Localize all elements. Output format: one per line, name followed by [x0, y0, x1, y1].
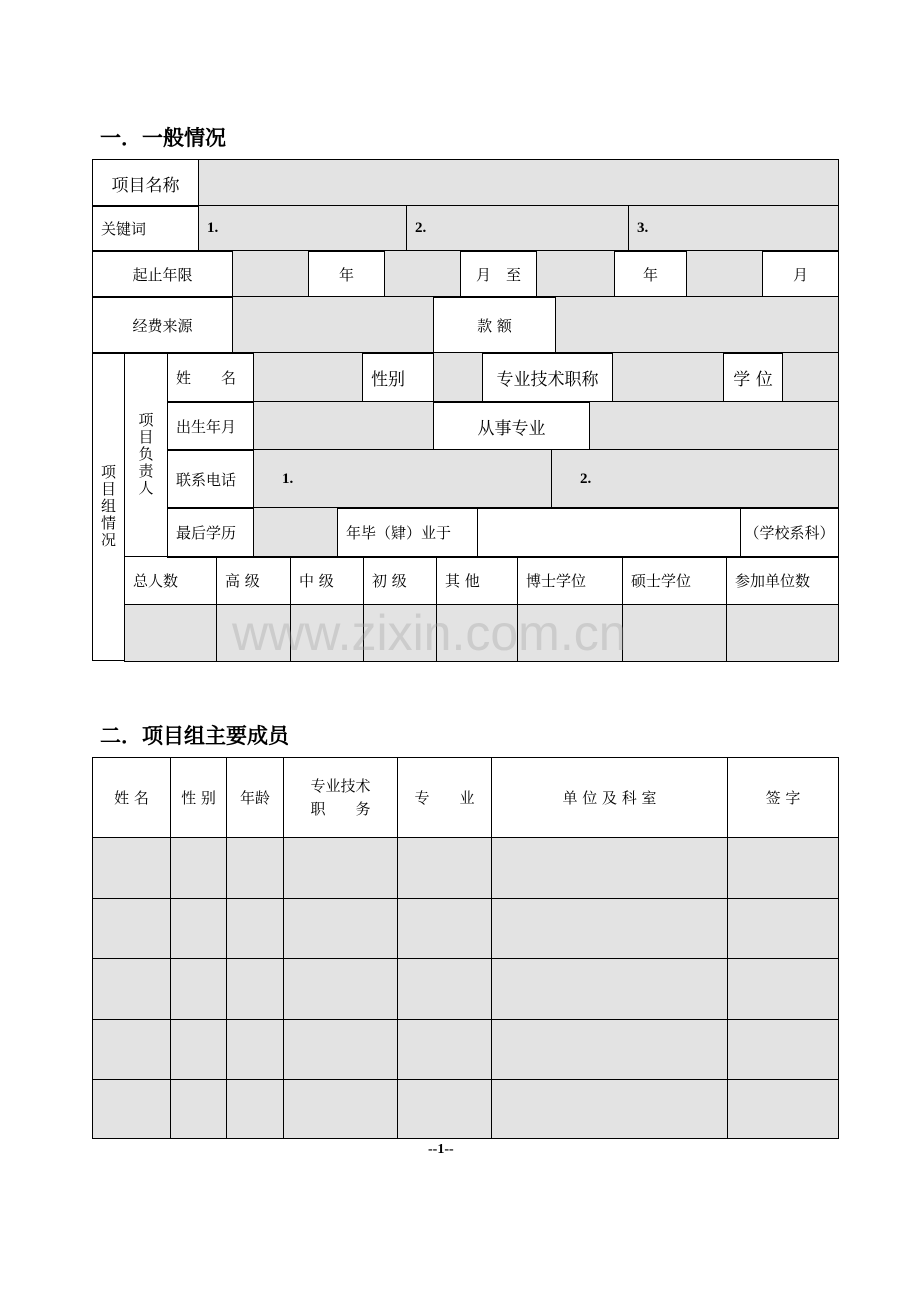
amount-field[interactable]	[556, 297, 839, 354]
member-cell[interactable]	[398, 899, 492, 959]
member-cell[interactable]	[93, 959, 171, 1020]
stat-field[interactable]	[727, 605, 839, 662]
member-cell[interactable]	[492, 959, 728, 1020]
member-cell[interactable]	[171, 1080, 227, 1139]
phone-2-field[interactable]: 2.	[552, 450, 839, 509]
section1-title: 一．一般情况	[100, 126, 226, 150]
end-year-field[interactable]	[537, 251, 615, 298]
major-label: 从事专业	[434, 402, 590, 451]
birth-label: 出生年月	[168, 402, 254, 451]
grad-year-field[interactable]	[254, 508, 338, 558]
member-cell[interactable]	[284, 1020, 398, 1080]
member-cell[interactable]	[492, 1080, 728, 1139]
member-cell[interactable]	[492, 899, 728, 959]
member-cell[interactable]	[93, 1080, 171, 1139]
table-row	[93, 899, 839, 959]
member-cell[interactable]	[492, 1020, 728, 1080]
gender-label: 性别	[363, 353, 434, 403]
member-cell[interactable]	[492, 838, 728, 899]
member-cell[interactable]	[171, 959, 227, 1020]
end-month-field[interactable]	[687, 251, 763, 298]
member-cell[interactable]	[398, 959, 492, 1020]
major-field[interactable]	[590, 402, 839, 451]
year-label-2: 年	[615, 251, 687, 298]
member-cell[interactable]	[227, 959, 284, 1020]
degree-label: 学 位	[724, 353, 783, 403]
keyword-3-field[interactable]: 3.	[629, 206, 839, 252]
member-header-age: 年龄	[227, 758, 284, 838]
member-cell[interactable]	[398, 1080, 492, 1139]
table-row	[93, 1080, 839, 1139]
start-month-field[interactable]	[385, 251, 461, 298]
member-cell[interactable]	[171, 899, 227, 959]
member-cell[interactable]	[93, 838, 171, 899]
leader-label-cell	[124, 352, 168, 557]
amount-label: 款 额	[434, 297, 556, 354]
stat-header: 博士学位	[518, 557, 623, 605]
stat-header: 硕士学位	[623, 557, 727, 605]
member-cell[interactable]	[93, 899, 171, 959]
graduated-from-label: 年毕（肄）业于	[338, 508, 478, 558]
member-cell[interactable]	[284, 899, 398, 959]
member-cell[interactable]	[728, 838, 839, 899]
birth-field[interactable]	[254, 402, 434, 451]
start-year-field[interactable]	[233, 251, 309, 298]
member-header-unit: 单 位 及 科 室	[492, 758, 728, 838]
table-row	[93, 838, 839, 899]
stat-header: 总人数	[125, 557, 217, 605]
section2-title: 二．项目组主要成员	[100, 724, 289, 748]
project-name-field[interactable]	[199, 160, 839, 207]
pro-title-field[interactable]	[613, 353, 724, 403]
member-header-signature: 签 字	[728, 758, 839, 838]
member-cell[interactable]	[227, 1080, 284, 1139]
month-to-label: 月 至	[461, 251, 537, 298]
keyword-1-field[interactable]: 1.	[199, 206, 407, 252]
name-field[interactable]	[254, 353, 363, 403]
group-label-cell	[92, 352, 125, 661]
stat-header: 高 级	[217, 557, 291, 605]
member-header-title-line1: 专业技术	[310, 776, 371, 795]
group-label: 项目组情况	[99, 464, 117, 549]
keywords-label: 关键词	[93, 206, 199, 252]
member-cell[interactable]	[728, 1020, 839, 1080]
degree-field[interactable]	[783, 353, 839, 403]
member-cell[interactable]	[227, 838, 284, 899]
member-cell[interactable]	[171, 838, 227, 899]
member-header-gender: 性 别	[171, 758, 227, 838]
stat-header: 其 他	[437, 557, 518, 605]
education-label: 最后学历	[168, 508, 254, 558]
stat-header: 参加单位数	[727, 557, 839, 605]
school-dept-label: （学校系科）	[741, 508, 839, 558]
members-table	[92, 757, 839, 1139]
gender-field[interactable]	[434, 353, 483, 403]
member-header-title-line2: 职 务	[310, 799, 371, 818]
stat-header: 中 级	[291, 557, 364, 605]
member-cell[interactable]	[284, 959, 398, 1020]
member-cell[interactable]	[398, 838, 492, 899]
member-cell[interactable]	[728, 899, 839, 959]
member-cell[interactable]	[398, 1020, 492, 1080]
school-field[interactable]	[478, 508, 741, 558]
member-cell[interactable]	[284, 838, 398, 899]
member-header-name: 姓 名	[93, 758, 171, 838]
member-cell[interactable]	[728, 1080, 839, 1139]
page-number: --1--	[428, 1142, 454, 1157]
leader-label: 项目负责人	[136, 412, 155, 497]
stat-field[interactable]	[623, 605, 727, 662]
member-header-major: 专 业	[398, 758, 492, 838]
project-name-label: 项目名称	[93, 160, 199, 207]
keyword-2-field[interactable]: 2.	[407, 206, 629, 252]
member-header-title	[284, 758, 398, 838]
table-row	[93, 1020, 839, 1080]
funding-label: 经费来源	[93, 297, 233, 354]
member-cell[interactable]	[728, 959, 839, 1020]
period-label: 起止年限	[93, 251, 233, 298]
member-cell[interactable]	[171, 1020, 227, 1080]
phone-label: 联系电话	[168, 450, 254, 509]
name-label: 姓 名	[168, 353, 254, 403]
phone-1-field[interactable]: 1.	[254, 450, 552, 509]
month-label-2: 月	[763, 251, 839, 298]
pro-title-label: 专业技术职称	[483, 353, 613, 403]
watermark: www.zixin.com.cn	[232, 605, 627, 661]
member-cell[interactable]	[227, 1020, 284, 1080]
year-label: 年	[309, 251, 385, 298]
table-row	[93, 959, 839, 1020]
member-cell[interactable]	[227, 899, 284, 959]
stat-header: 初 级	[364, 557, 437, 605]
member-cell[interactable]	[284, 1080, 398, 1139]
member-cell[interactable]	[93, 1020, 171, 1080]
funding-field[interactable]	[233, 297, 434, 354]
stat-field[interactable]	[125, 605, 217, 662]
